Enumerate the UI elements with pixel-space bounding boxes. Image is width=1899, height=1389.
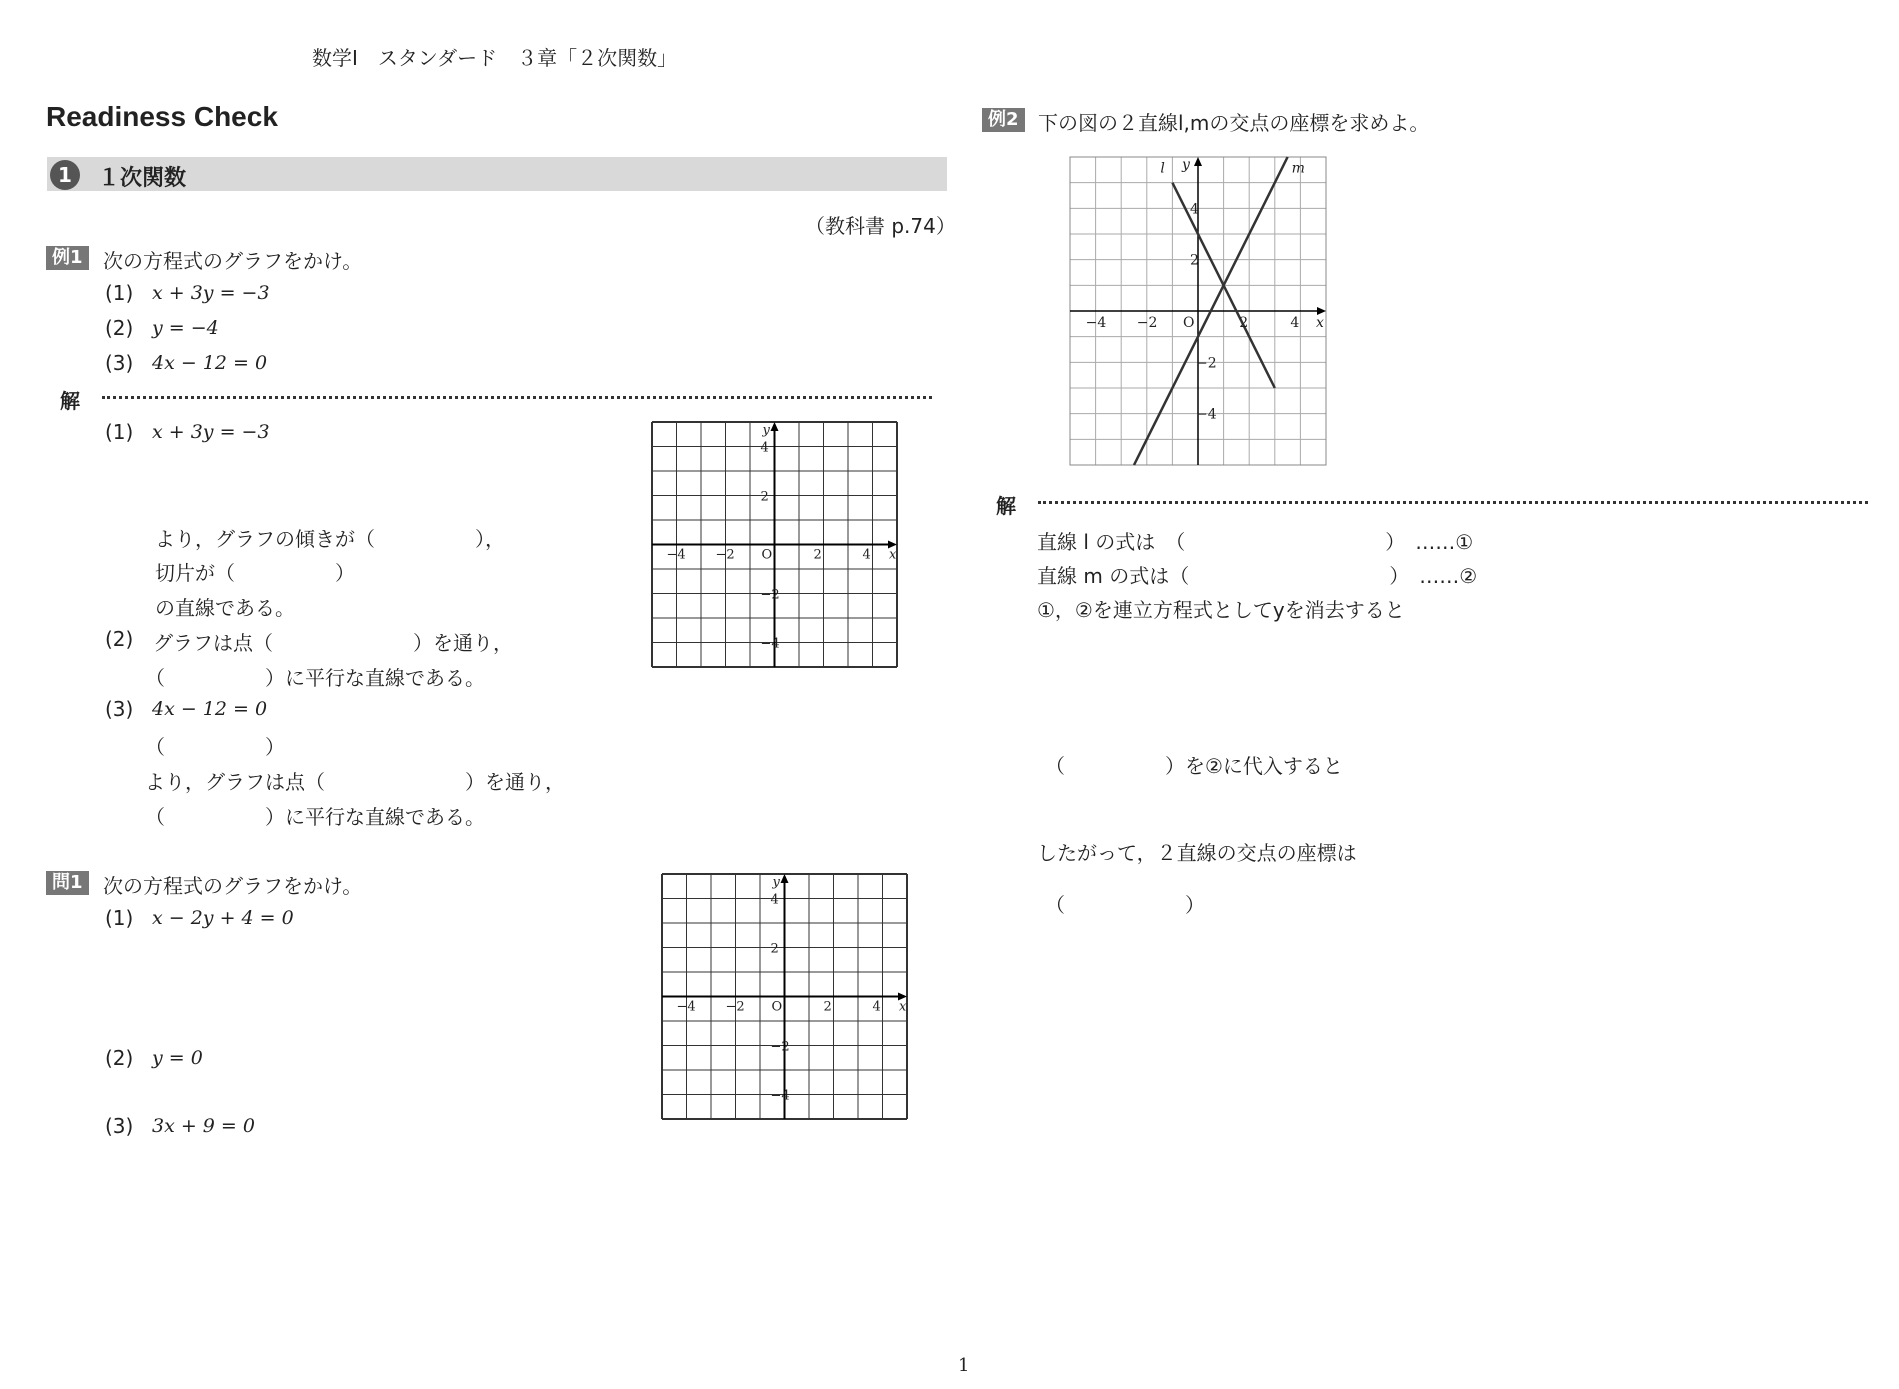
y-axis-label: y (1182, 157, 1190, 173)
coordinate-grid-1[interactable] (650, 420, 900, 670)
page-header: 数学Ⅰ スタンダード ３章「２次関数」 (312, 46, 678, 70)
sol3-num: (3) (105, 697, 134, 721)
y-tick-label: 4 (760, 440, 769, 456)
page-number: 1 (958, 1355, 970, 1376)
x-tick-label: 4 (872, 999, 881, 1015)
y-tick-label: −2 (760, 587, 780, 603)
x-tick-label: 4 (1290, 315, 1300, 331)
line-m-label: m (1291, 160, 1305, 177)
question1-prompt: 次の方程式のグラフをかけ。 (103, 874, 363, 898)
x-tick-label: −2 (715, 547, 735, 563)
sol2-line: （ ） (1045, 893, 1205, 917)
sol3-text: （ ） (145, 735, 285, 759)
y-axis-arrow (781, 874, 789, 883)
sol1-num: (1) (105, 420, 134, 444)
sol2-num: (2) (105, 627, 134, 651)
sol3-text: より，グラフは点（ ）を通り， (145, 770, 565, 794)
y-axis-label: y (762, 423, 770, 438)
x-tick-label: −2 (1136, 315, 1158, 331)
q1-item-eq: x − 2y + 4 = 0 (152, 907, 294, 929)
origin-label: O (761, 547, 773, 563)
x-axis-label: x (899, 999, 907, 1015)
line-l-label: l (1160, 160, 1165, 177)
sol3-text: （ ）に平行な直線である。 (145, 805, 485, 829)
sol1-eq: x + 3y = −3 (152, 421, 270, 443)
sol2-line: 直線 l の式は （ ） ……① (1037, 530, 1474, 554)
ex1-item-num: (2) (105, 316, 134, 340)
example1-tag: 例1 (46, 246, 89, 270)
q1-item-num: (2) (105, 1046, 134, 1070)
origin-label: O (1183, 315, 1195, 331)
solution-label: 解 (60, 389, 80, 413)
example2-tag: 例2 (982, 108, 1025, 132)
sol2-text: グラフは点（ ）を通り， (153, 631, 513, 655)
y-tick-label: −4 (760, 636, 780, 652)
ex1-item-eq: x + 3y = −3 (152, 282, 270, 304)
sol2-text: （ ）に平行な直線である。 (145, 666, 485, 690)
y-tick-label: −2 (1196, 355, 1217, 372)
q1-item-num: (3) (105, 1114, 134, 1138)
solution2-divider (1038, 501, 1868, 504)
sol2-line: （ ）を②に代入すると (1045, 754, 1343, 778)
y-tick-label: 4 (770, 892, 779, 908)
x-axis-label: x (889, 547, 897, 563)
example1-prompt: 次の方程式のグラフをかけ。 (103, 249, 363, 273)
x-tick-label: −4 (676, 999, 696, 1015)
y-axis-label: y (772, 875, 780, 890)
x-tick-label: −2 (725, 999, 745, 1015)
x-tick-label: −4 (666, 547, 686, 563)
q1-item-eq: 3x + 9 = 0 (152, 1115, 255, 1137)
sol2-line: 直線 m の式は（ ） ……② (1037, 564, 1478, 588)
y-tick-label: −4 (1196, 406, 1217, 423)
coordinate-grid-2[interactable] (660, 872, 910, 1122)
textbook-reference: （教科書 p.74） (805, 214, 956, 238)
x-tick-label: 2 (813, 547, 822, 563)
y-tick-label: 2 (760, 489, 769, 505)
ex1-item-num: (3) (105, 351, 134, 375)
q1-item-eq: y = 0 (152, 1047, 203, 1069)
section-number: 1 (50, 160, 80, 190)
sol3-eq: 4x − 12 = 0 (152, 698, 268, 720)
x-tick-label: −4 (1085, 315, 1107, 331)
solution2-label: 解 (996, 494, 1016, 518)
ex1-item-eq: 4x − 12 = 0 (152, 352, 268, 374)
x-axis-label: x (1316, 315, 1324, 331)
x-axis-arrow (1317, 307, 1326, 315)
solution-divider (102, 396, 932, 399)
sol1-text: 切片が（ ） (155, 561, 355, 585)
x-tick-label: 2 (1239, 315, 1249, 331)
y-axis-arrow (771, 422, 779, 431)
y-tick-label: 2 (1190, 252, 1199, 269)
y-tick-label: −4 (770, 1088, 790, 1104)
sol2-line: ①，②を連立方程式としてyを消去すると (1037, 598, 1405, 622)
sol1-text: より，グラフの傾きが（ ）， (155, 527, 505, 551)
page-title: Readiness Check (46, 101, 278, 132)
y-tick-label: −2 (770, 1039, 790, 1055)
q1-item-num: (1) (105, 906, 134, 930)
origin-label: O (771, 999, 783, 1015)
y-axis-arrow (1194, 157, 1202, 166)
y-tick-label: 4 (1190, 201, 1199, 218)
ex1-item-eq: y = −4 (152, 317, 219, 339)
ex1-item-num: (1) (105, 281, 134, 305)
example2-prompt: 下の図の２直線l,mの交点の座標を求めよ。 (1038, 111, 1430, 135)
sol2-line: したがって，２直線の交点の座標は (1037, 841, 1357, 865)
y-tick-label: 2 (770, 941, 779, 957)
section-title: １次関数 (98, 166, 187, 191)
x-tick-label: 2 (823, 999, 832, 1015)
intersection-graph (1068, 155, 1328, 467)
x-tick-label: 4 (862, 547, 871, 563)
sol1-text: の直線である。 (155, 596, 295, 620)
question1-tag: 問1 (46, 871, 89, 895)
